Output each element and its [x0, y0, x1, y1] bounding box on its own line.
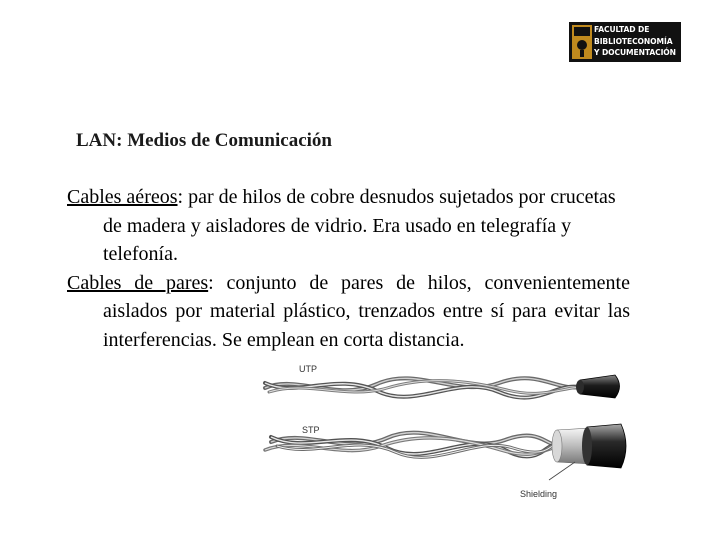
term-cables-aereos: Cables aéreos: [67, 186, 178, 208]
faculty-logo-text: [594, 24, 681, 59]
logo-line-1: FACULTAD DE: [594, 25, 650, 34]
term-cables-de-pares: Cables de pares: [67, 271, 209, 294]
paragraph-cables-aereos: [67, 183, 630, 269]
faculty-logo: [569, 22, 681, 62]
faculty-emblem-icon: [572, 25, 592, 59]
logo-line-3: Y DOCUMENTACIÓN: [594, 48, 676, 58]
utp-label: UTP: [299, 364, 317, 374]
paragraph-cables-de-pares: [67, 269, 630, 355]
definition-cables-aereos: : par de hilos de cobre desnudos sujetados por crucetas de madera y aisladores de vidrio. Era usado en telegrafía y telefonía.: [103, 186, 616, 265]
slide-title: LAN: Medios de Comunicación: [76, 130, 332, 151]
cable-figure: [257, 358, 640, 503]
logo-line-2: BIBLIOTECONOMÍA: [594, 36, 673, 46]
utp-cable: [265, 375, 620, 398]
shielding-label: Shielding: [520, 489, 558, 499]
definition-cables-de-pares: : conjunto de pares de hilos, convenientemente aislados por material plástico, trenzados entre sí para evitar las interferencias. Se emplean en corta distancia.: [103, 271, 630, 351]
stp-label: STP: [302, 425, 320, 435]
slide-body: [67, 183, 630, 354]
